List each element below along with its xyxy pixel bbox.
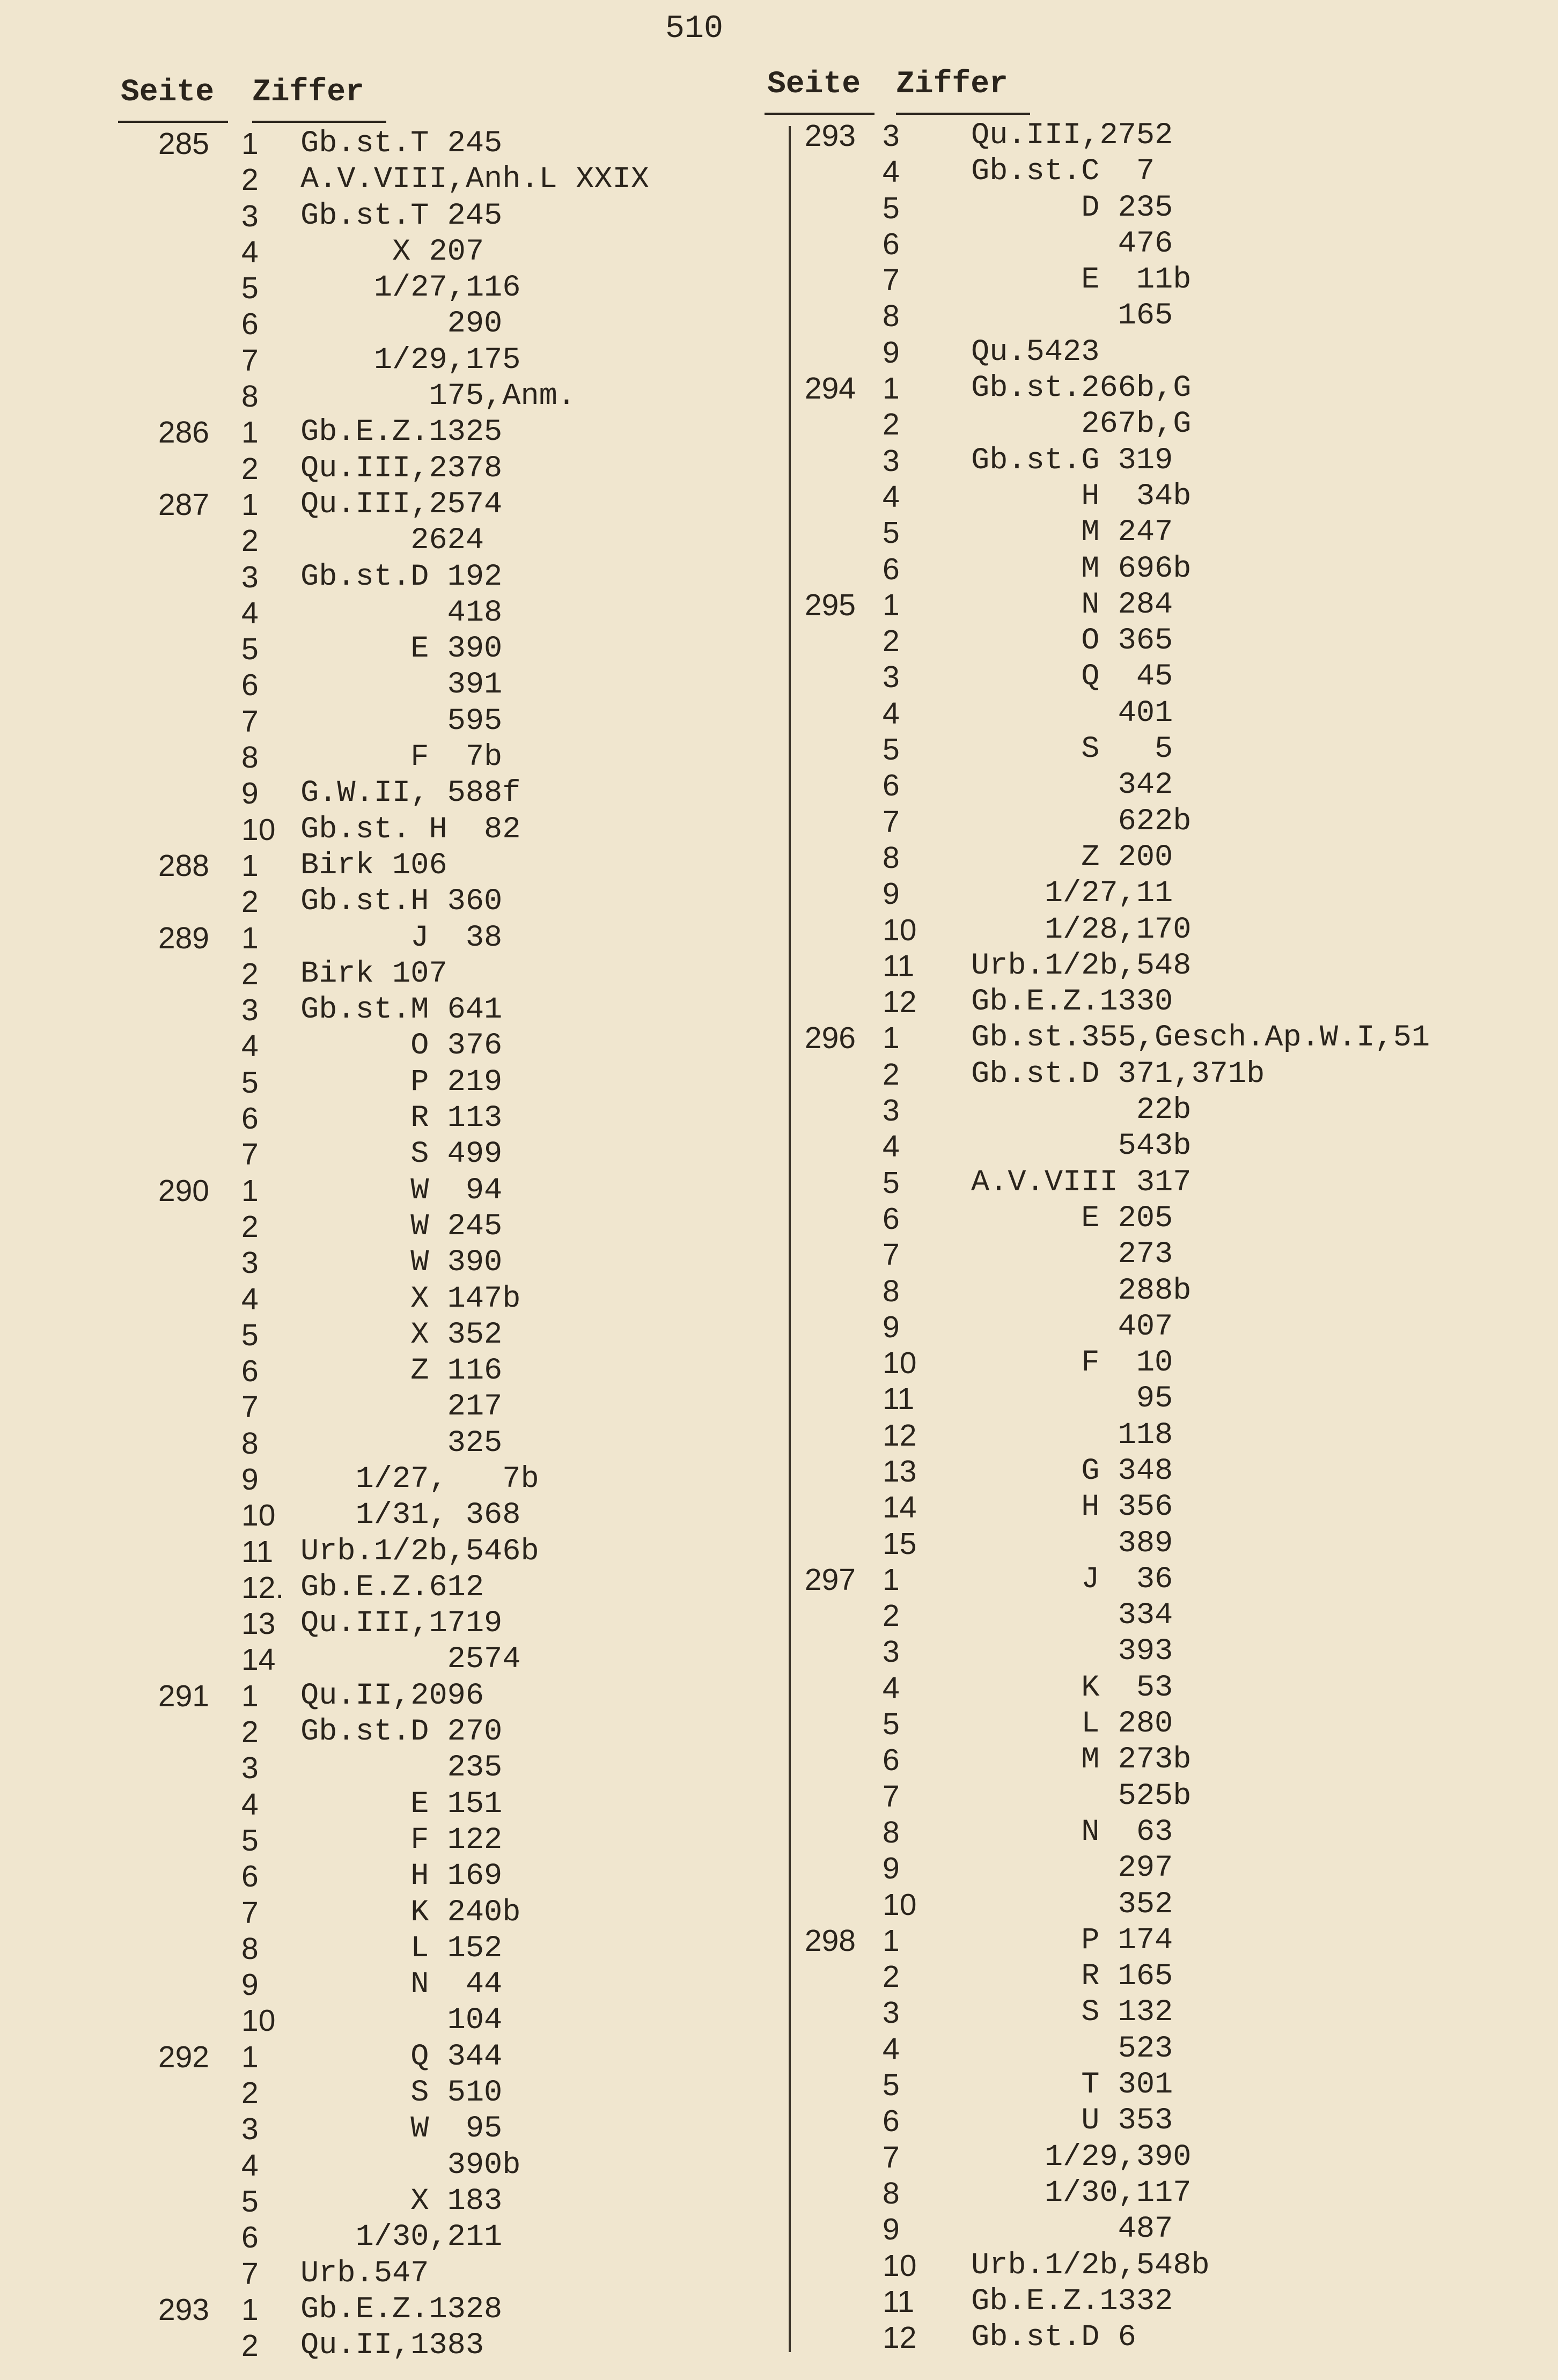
reference-cell: W 95 (300, 2112, 503, 2147)
reference-cell: S 499 (300, 1137, 503, 1172)
reference-cell: 267b,G (971, 407, 1192, 442)
reference-cell: 104 (300, 2003, 503, 2038)
ziffer-cell: 3 (241, 198, 259, 233)
reference-cell: D 235 (971, 190, 1173, 225)
ziffer-header: Ziffer (252, 75, 364, 110)
ziffer-cell: 14 (883, 1490, 917, 1525)
reference-cell: F 10 (971, 1346, 1173, 1381)
ziffer-cell: 8 (241, 1426, 259, 1461)
ziffer-cell: 11 (883, 2284, 915, 2319)
reference-cell: Qu.III,2574 (300, 487, 503, 522)
reference-cell: W 390 (300, 1246, 503, 1280)
reference-cell: 1/27, 7b (300, 1462, 539, 1497)
reference-cell: U 353 (971, 2104, 1173, 2139)
reference-cell: 352 (971, 1887, 1173, 1922)
ziffer-cell: 7 (241, 1895, 259, 1930)
ziffer-cell: 5 (241, 1065, 259, 1100)
seite-cell: 293 (158, 2292, 209, 2327)
ziffer-underline (252, 121, 386, 123)
ziffer-cell: 7 (241, 704, 259, 739)
reference-cell: M 247 (971, 515, 1173, 550)
reference-cell: F 122 (300, 1823, 503, 1858)
ziffer-cell: 7 (883, 1237, 900, 1272)
reference-cell: 476 (971, 226, 1173, 261)
reference-cell: X 352 (300, 1317, 503, 1352)
reference-cell: 393 (971, 1634, 1173, 1669)
ziffer-cell: 1 (883, 587, 900, 622)
ziffer-cell: 9 (241, 1462, 259, 1497)
seite-cell: 286 (158, 415, 209, 450)
reference-cell: 2624 (300, 524, 484, 558)
ziffer-cell: 5 (883, 2068, 900, 2103)
ziffer-cell: 3 (883, 1995, 900, 2030)
ziffer-cell: 5 (241, 271, 259, 306)
ziffer-cell: 4 (883, 2031, 900, 2066)
ziffer-cell: 9 (883, 2212, 900, 2247)
ziffer-cell: 2 (241, 524, 259, 558)
reference-cell: 595 (300, 704, 503, 739)
ziffer-cell: 12 (883, 1418, 917, 1453)
reference-cell: Gb.st.G 319 (971, 443, 1173, 478)
reference-cell: S 510 (300, 2076, 503, 2111)
ziffer-cell: 4 (241, 1029, 259, 1064)
reference-cell: 407 (971, 1309, 1173, 1344)
reference-cell: Z 200 (971, 840, 1173, 875)
ziffer-cell: 1 (883, 1923, 900, 1958)
reference-cell: K 240b (300, 1895, 521, 1930)
page-number: 510 (665, 11, 724, 47)
ziffer-underline (896, 113, 1030, 115)
seite-cell: 297 (804, 1562, 856, 1597)
ziffer-cell: 3 (883, 1634, 900, 1669)
reference-cell: W 245 (300, 1209, 503, 1244)
reference-cell: 1/28,170 (971, 912, 1192, 947)
ziffer-cell: 3 (883, 1093, 900, 1128)
ziffer-cell: 12 (883, 985, 917, 1020)
ziffer-cell: 2 (883, 624, 900, 659)
reference-cell: Gb.E.Z.1325 (300, 415, 503, 450)
ziffer-cell: 1 (241, 1678, 259, 1713)
ziffer-cell: 8 (241, 740, 259, 775)
ziffer-cell: 7 (883, 1779, 900, 1814)
ziffer-cell: 6 (241, 2220, 259, 2255)
ziffer-cell: 5 (883, 1707, 900, 1742)
reference-cell: H 169 (300, 1859, 503, 1894)
reference-cell: A.V.VIII,Anh.L XXIX (300, 163, 649, 197)
reference-cell: 217 (300, 1390, 503, 1425)
reference-cell: L 280 (971, 1707, 1173, 1742)
ziffer-cell: 10 (883, 2248, 917, 2283)
reference-cell: Urb.547 (300, 2256, 429, 2291)
ziffer-cell: 12. (241, 1570, 284, 1605)
reference-cell: 391 (300, 668, 503, 703)
reference-cell: 1/29,390 (971, 2140, 1192, 2175)
ziffer-cell: 5 (883, 732, 900, 767)
reference-cell: 175,Anm. (300, 379, 576, 414)
reference-cell: N 63 (971, 1815, 1173, 1850)
reference-cell: G.W.II, 588f (300, 776, 521, 811)
reference-cell: Qu.II,1383 (300, 2329, 484, 2363)
ziffer-cell: 5 (241, 1317, 259, 1352)
reference-cell: Birk 107 (300, 956, 447, 991)
ziffer-cell: 2 (241, 2076, 259, 2111)
reference-cell: Gb.st.M 641 (300, 993, 503, 1028)
reference-cell: R 165 (971, 1959, 1173, 1994)
reference-cell: Gb.st.T 245 (300, 198, 503, 233)
ziffer-cell: 1 (241, 920, 259, 955)
reference-cell: Gb.st.355,Gesch.Ap.W.I,51 (971, 1021, 1430, 1056)
reference-cell: 622b (971, 804, 1192, 839)
seite-cell: 292 (158, 2039, 209, 2074)
ziffer-cell: 4 (241, 1281, 259, 1316)
ziffer-cell: 10 (241, 2003, 276, 2038)
ziffer-cell: 3 (883, 660, 900, 695)
ziffer-cell: 4 (883, 1670, 900, 1705)
reference-cell: W 94 (300, 1173, 503, 1208)
ziffer-cell: 6 (241, 1354, 259, 1389)
reference-cell: 523 (971, 2031, 1173, 2066)
reference-cell: Gb.E.Z.612 (300, 1570, 484, 1605)
reference-cell: 1/27,116 (300, 271, 521, 306)
ziffer-cell: 2 (883, 1057, 900, 1092)
ziffer-cell: 1 (241, 1173, 259, 1208)
ziffer-cell: 2 (241, 2329, 259, 2363)
reference-cell: E 11b (971, 263, 1192, 298)
reference-cell: E 390 (300, 632, 503, 667)
ziffer-cell: 3 (241, 2112, 259, 2147)
seite-cell: 287 (158, 487, 209, 522)
ziffer-cell: 10 (241, 812, 276, 847)
reference-cell: Gb.E.Z.1332 (971, 2284, 1173, 2319)
reference-cell: X 147b (300, 1281, 521, 1316)
ziffer-cell: 4 (241, 595, 259, 630)
seite-header: Seite (121, 75, 215, 110)
ziffer-cell: 1 (241, 2039, 259, 2074)
ziffer-cell: 2 (883, 1959, 900, 1994)
reference-cell: 342 (971, 768, 1173, 803)
reference-cell: 390b (300, 2148, 521, 2183)
reference-cell: 118 (971, 1418, 1173, 1453)
reference-cell: Z 116 (300, 1354, 503, 1389)
reference-cell: X 183 (300, 2184, 503, 2219)
ziffer-cell: 1 (241, 487, 259, 522)
reference-cell: F 7b (300, 740, 503, 775)
ziffer-cell: 2 (241, 451, 259, 486)
ziffer-cell: 6 (883, 551, 900, 586)
reference-cell: Urb.1/2b,546b (300, 1534, 539, 1569)
ziffer-cell: 3 (241, 1751, 259, 1786)
reference-cell: 1/30,211 (300, 2220, 503, 2255)
ziffer-cell: 5 (241, 632, 259, 667)
reference-cell: J 38 (300, 920, 503, 955)
reference-cell: N 284 (971, 587, 1173, 622)
reference-cell: Gb.E.Z.1328 (300, 2292, 503, 2327)
ziffer-cell: 6 (883, 1743, 900, 1778)
reference-cell: Gb.st.D 371,371b (971, 1057, 1265, 1092)
ziffer-cell: 4 (241, 2148, 259, 2183)
reference-cell: Gb.st.T 245 (300, 127, 503, 161)
seite-cell: 288 (158, 848, 209, 883)
ziffer-cell: 2 (883, 407, 900, 442)
reference-cell: J 36 (971, 1562, 1173, 1597)
reference-cell: 1/30,117 (971, 2176, 1192, 2210)
reference-cell: P 174 (971, 1923, 1173, 1958)
reference-cell: O 376 (300, 1029, 503, 1064)
ziffer-cell: 9 (883, 876, 900, 911)
reference-cell: M 696b (971, 551, 1192, 586)
ziffer-cell: 5 (241, 1823, 259, 1858)
ziffer-cell: 9 (241, 1968, 259, 2002)
ziffer-cell: 7 (241, 1390, 259, 1425)
ziffer-cell: 8 (883, 2176, 900, 2210)
ziffer-cell: 8 (883, 299, 900, 334)
reference-cell: H 34b (971, 479, 1192, 514)
ziffer-cell: 3 (883, 443, 900, 478)
ziffer-cell: 5 (883, 1165, 900, 1200)
seite-cell: 298 (804, 1923, 856, 1958)
ziffer-cell: 2 (241, 885, 259, 919)
seite-cell: 289 (158, 920, 209, 955)
ziffer-cell: 9 (883, 335, 900, 370)
ziffer-cell: 9 (883, 1851, 900, 1886)
reference-cell: Gb.st.D 192 (300, 559, 503, 594)
ziffer-cell: 5 (883, 515, 900, 550)
reference-cell: X 207 (300, 234, 484, 269)
reference-cell: T 301 (971, 2068, 1173, 2103)
ziffer-cell: 8 (883, 1273, 900, 1308)
reference-cell: Gb.st. H 82 (300, 812, 521, 847)
ziffer-cell: 3 (241, 1246, 259, 1280)
reference-cell: 288b (971, 1273, 1192, 1308)
ziffer-cell: 8 (241, 1931, 259, 1966)
ziffer-cell: 12 (883, 2320, 917, 2355)
reference-cell: Q 344 (300, 2039, 503, 2074)
ziffer-cell: 9 (883, 1309, 900, 1344)
reference-cell: Gb.st.H 360 (300, 885, 503, 919)
ziffer-cell: 1 (241, 848, 259, 883)
seite-underline (765, 113, 874, 115)
seite-cell: 293 (804, 119, 856, 153)
ziffer-cell: 6 (883, 768, 900, 803)
ziffer-cell: 10 (883, 1887, 917, 1922)
reference-cell: 235 (300, 1751, 503, 1786)
ziffer-cell: 4 (883, 154, 900, 189)
reference-cell: 543b (971, 1129, 1192, 1164)
column-divider (789, 126, 791, 2352)
reference-cell: 418 (300, 595, 503, 630)
reference-cell: 297 (971, 1851, 1173, 1886)
ziffer-cell: 4 (883, 1129, 900, 1164)
reference-cell: 22b (971, 1093, 1192, 1128)
reference-cell: 1/27,11 (971, 876, 1173, 911)
ziffer-cell: 1 (883, 1021, 900, 1056)
ziffer-cell: 6 (883, 2104, 900, 2139)
ziffer-cell: 6 (241, 668, 259, 703)
ziffer-cell: 1 (883, 371, 900, 406)
ziffer-cell: 7 (241, 1137, 259, 1172)
seite-cell: 294 (804, 371, 856, 406)
ziffer-cell: 2 (241, 163, 259, 197)
reference-cell: Q 45 (971, 660, 1173, 695)
ziffer-cell: 13 (883, 1454, 917, 1489)
ziffer-cell: 5 (241, 2184, 259, 2219)
reference-cell: 165 (971, 299, 1173, 334)
ziffer-cell: 4 (883, 696, 900, 731)
reference-cell: Qu.III,1719 (300, 1607, 503, 1641)
reference-cell: A.V.VIII 317 (971, 1165, 1192, 1200)
reference-cell: 525b (971, 1779, 1192, 1814)
reference-cell: K 53 (971, 1670, 1173, 1705)
ziffer-cell: 1 (241, 415, 259, 450)
ziffer-cell: 15 (883, 1526, 917, 1561)
ziffer-cell: 8 (241, 379, 259, 414)
ziffer-cell: 10 (883, 912, 917, 947)
seite-cell: 285 (158, 127, 209, 161)
ziffer-cell: 3 (883, 119, 900, 153)
ziffer-cell: 6 (241, 1101, 259, 1136)
ziffer-cell: 10 (883, 1346, 917, 1381)
ziffer-cell: 11 (883, 948, 915, 983)
ziffer-cell: 10 (241, 1498, 276, 1533)
reference-cell: E 151 (300, 1787, 503, 1822)
ziffer-cell: 7 (241, 343, 259, 378)
ziffer-cell: 14 (241, 1642, 276, 1677)
ziffer-cell: 3 (241, 559, 259, 594)
reference-cell: 389 (971, 1526, 1173, 1561)
seite-cell: 295 (804, 587, 856, 622)
reference-cell: 334 (971, 1598, 1173, 1633)
reference-cell: 401 (971, 696, 1173, 731)
ziffer-cell: 3 (241, 993, 259, 1028)
ziffer-cell: 2 (241, 1715, 259, 1750)
reference-cell: Gb.st.D 270 (300, 1715, 503, 1750)
reference-cell: Gb.st.266b,G (971, 371, 1192, 406)
reference-cell: Gb.st.C 7 (971, 154, 1155, 189)
seite-cell: 290 (158, 1173, 209, 1208)
ziffer-cell: 7 (883, 263, 900, 298)
ziffer-cell: 1 (241, 2292, 259, 2327)
reference-cell: 290 (300, 307, 503, 342)
reference-cell: 1/31, 368 (300, 1498, 521, 1533)
ziffer-cell: 6 (241, 1859, 259, 1894)
reference-cell: Urb.1/2b,548 (971, 948, 1192, 983)
reference-cell: Qu.5423 (971, 335, 1100, 370)
ziffer-cell: 2 (883, 1598, 900, 1633)
ziffer-cell: 8 (883, 840, 900, 875)
ziffer-cell: 6 (883, 1201, 900, 1236)
seite-header: Seite (767, 67, 861, 102)
reference-cell: Qu.III,2752 (971, 119, 1173, 153)
reference-cell: E 205 (971, 1201, 1173, 1236)
ziffer-cell: 1 (241, 127, 259, 161)
reference-cell: 2574 (300, 1642, 521, 1677)
reference-cell: Birk 106 (300, 848, 447, 883)
reference-cell: S 132 (971, 1995, 1173, 2030)
reference-cell: N 44 (300, 1968, 503, 2002)
reference-cell: M 273b (971, 1743, 1192, 1778)
ziffer-cell: 4 (241, 234, 259, 269)
ziffer-cell: 4 (883, 479, 900, 514)
ziffer-cell: 11 (883, 1382, 915, 1417)
ziffer-cell: 7 (883, 2140, 900, 2175)
ziffer-cell: 7 (883, 804, 900, 839)
ziffer-cell: 5 (883, 190, 900, 225)
reference-cell: 273 (971, 1237, 1173, 1272)
ziffer-cell: 13 (241, 1607, 276, 1641)
ziffer-cell: 11 (241, 1534, 274, 1569)
ziffer-cell: 2 (241, 1209, 259, 1244)
reference-cell: Qu.II,2096 (300, 1678, 484, 1713)
ziffer-cell: 8 (883, 1815, 900, 1850)
ziffer-cell: 7 (241, 2256, 259, 2291)
ziffer-cell: 6 (883, 226, 900, 261)
reference-cell: H 356 (971, 1490, 1173, 1525)
reference-cell: G 348 (971, 1454, 1173, 1489)
reference-cell: 325 (300, 1426, 503, 1461)
reference-cell: S 5 (971, 732, 1173, 767)
reference-cell: Gb.E.Z.1330 (971, 985, 1173, 1020)
reference-cell: 1/29,175 (300, 343, 521, 378)
reference-cell: 487 (971, 2212, 1173, 2247)
ziffer-cell: 1 (883, 1562, 900, 1597)
reference-cell: P 219 (300, 1065, 503, 1100)
reference-cell: Qu.III,2378 (300, 451, 503, 486)
ziffer-cell: 6 (241, 307, 259, 342)
ziffer-cell: 9 (241, 776, 259, 811)
ziffer-cell: 4 (241, 1787, 259, 1822)
reference-cell: 95 (971, 1382, 1173, 1417)
ziffer-header: Ziffer (896, 67, 1008, 102)
reference-cell: L 152 (300, 1931, 503, 1966)
reference-cell: O 365 (971, 624, 1173, 659)
seite-underline (118, 121, 228, 123)
seite-cell: 291 (158, 1678, 209, 1713)
reference-cell: R 113 (300, 1101, 503, 1136)
ziffer-cell: 2 (241, 956, 259, 991)
reference-cell: Urb.1/2b,548b (971, 2248, 1210, 2283)
seite-cell: 296 (804, 1021, 856, 1056)
reference-cell: Gb.st.D 6 (971, 2320, 1136, 2355)
